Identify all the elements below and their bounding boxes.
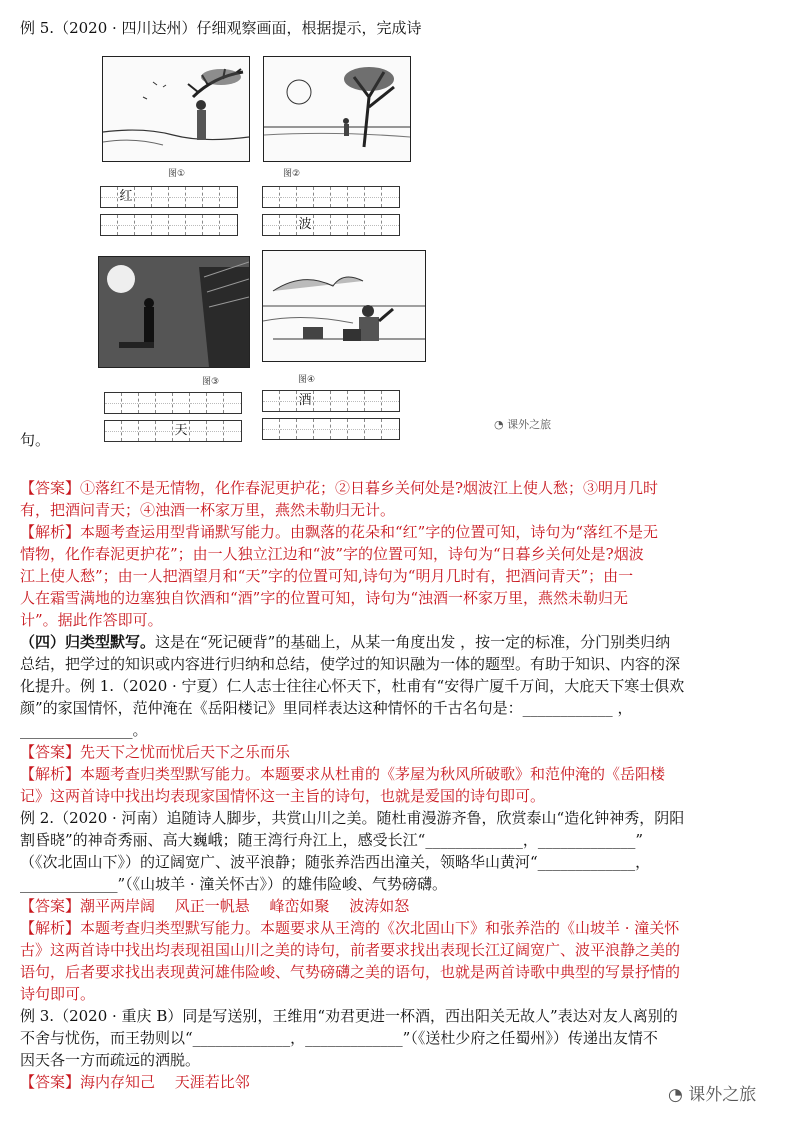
line-text: （《次北固山下》）的辽阔宽广、波平浪静；随张养浩西出潼关，领略华山黄河“_____________， bbox=[20, 853, 651, 871]
line-text: 【解析】本题考查归类型默写能力。本题要求从王湾的《次北固山下》和张养浩的《山坡羊 · 潼关怀 bbox=[20, 919, 680, 937]
line-text: 这是在“死记硬背”的基础上，从某一角度出发 ，按一定的标准，分门别类归纳 bbox=[155, 633, 671, 651]
text-line bbox=[20, 1028, 776, 1048]
text-line bbox=[20, 588, 776, 608]
figure-4-caption: 图④ bbox=[298, 375, 316, 385]
figure-2-caption: 图② bbox=[283, 169, 301, 179]
line-text: 【答案】海内存知己 天涯若比邻 bbox=[20, 1073, 250, 1091]
hint-char-sky: 天 bbox=[173, 421, 190, 441]
figure-1-caption: 图① bbox=[168, 169, 186, 179]
line-text: 语句，后者要求找出表现黄河雄伟险峻、气势磅礴之美的语句，也就是两首诗歌中典型的写景抒情的 bbox=[20, 963, 681, 981]
hint-grid-1a bbox=[100, 186, 238, 208]
text-line bbox=[20, 566, 776, 586]
line-text: 【解析】本题考查归类型默写能力。本题要求从杜甫的《茅屋为秋风所破歌》和范仲淹的《岳阳楼 bbox=[20, 765, 666, 783]
text-line bbox=[20, 676, 776, 696]
line-text: 【答案】潮平两岸阔 风正一帆悬 峰峦如聚 波涛如怒 bbox=[20, 897, 410, 915]
wechat-icon: ◔ bbox=[668, 1085, 683, 1105]
text-line bbox=[20, 1050, 776, 1070]
line-text: 总结，把学过的知识或内容进行归纳和总结，使学过的知识融为一体的题型。有助于知识、内容的深 bbox=[20, 655, 681, 673]
figure-2-image bbox=[263, 56, 411, 162]
watermark-bottom: ◔ 课外之旅 bbox=[668, 1085, 757, 1105]
line-text: 古》这两首诗中找出均表现祖国山川之美的诗句，前者要求找出表现长江辽阔宽广、波平浪静之美的 bbox=[20, 941, 681, 959]
line-text: 计”。据此作答即可。 bbox=[20, 611, 163, 629]
text-line bbox=[20, 896, 776, 916]
line-text: 因天各一方而疏远的洒脱。 bbox=[20, 1051, 201, 1069]
line-text: 【解析】本题考查运用型背诵默写能力。由飘落的花朵和“红”字的位置可知，诗句为“落红不是无 bbox=[20, 523, 659, 541]
text-line bbox=[20, 610, 776, 630]
hint-grid-2a bbox=[262, 186, 400, 208]
line-text: 诗句即可。 bbox=[20, 985, 96, 1003]
text-line bbox=[20, 1006, 776, 1026]
line-text: 颜”的家国情怀，范仲淹在《岳阳楼记》里同样表达这种情怀的千古名句是：____________ ， bbox=[20, 699, 633, 717]
text-line bbox=[20, 544, 776, 564]
text-line bbox=[20, 478, 776, 498]
line-text: _____________”（《山坡羊 · 潼关怀古》）的雄伟险峻、气势磅礴。 bbox=[20, 875, 447, 893]
text-line bbox=[20, 742, 776, 762]
text-line bbox=[20, 874, 776, 894]
watermark-mid: ◔ 课外之旅 bbox=[494, 418, 552, 431]
line-text: _______________。 bbox=[20, 721, 148, 739]
hint-char-red: 红 bbox=[118, 187, 135, 207]
section-heading: （四）归类型默写。 bbox=[20, 633, 156, 651]
figure-1-image bbox=[102, 56, 250, 162]
text-line bbox=[20, 1072, 776, 1092]
line-text: 【答案】①落红不是无情物，化作春泥更护花；②日暮乡关何处是?烟波江上使人愁；③明月几时 bbox=[20, 479, 659, 497]
text-line bbox=[20, 940, 776, 960]
text-line bbox=[20, 522, 776, 542]
line-text: 【答案】先天下之忧而忧后天下之乐而乐 bbox=[20, 743, 291, 761]
line-text: 江上使人愁”；由一人把酒望月和“天”字的位置可知,诗句为“明月几时有，把酒问青天”；由一 bbox=[20, 567, 634, 585]
line-text: 人在霜雪满地的边塞独自饮酒和“酒”字的位置可知，诗句为“浊酒一杯家万里，燕然未勒归无 bbox=[20, 589, 629, 607]
line-text: 例 2.（2020 · 河南）追随诗人脚步，共赏山川之美。随杜甫漫游齐鲁，欣赏泰山“造化钟神秀，阴阳 bbox=[20, 809, 685, 827]
text-line bbox=[20, 720, 776, 740]
text-line bbox=[20, 918, 776, 938]
text-line bbox=[20, 632, 776, 652]
line-text: 例 3.（2020 · 重庆 B）同是写送别，王维用“劝君更进一杯酒，西出阳关无故人”表达对友人离别的 bbox=[20, 1007, 678, 1025]
line-text: 化提升。例 1.（2020 · 宁夏）仁人志士往往心怀天下，杜甫有“安得广厦千万间，大庇天下寒士俱欢 bbox=[20, 677, 685, 695]
hint-grid-3a bbox=[104, 392, 242, 414]
hint-grid-4a bbox=[262, 390, 400, 412]
text-line bbox=[20, 500, 776, 520]
line-text: 记》这两首诗中找出均表现家国情怀这一主旨的诗句，也就是爱国的诗句即可。 bbox=[20, 787, 546, 805]
text-line bbox=[20, 852, 776, 872]
text-line bbox=[20, 962, 776, 982]
text-line bbox=[20, 764, 776, 784]
figure-3-caption: 图③ bbox=[202, 377, 220, 387]
line-text: 情物，化作春泥更护花”；由一人独立江边和“波”字的位置可知，诗句为“日暮乡关何处是?烟波 bbox=[20, 545, 644, 563]
text-line bbox=[20, 698, 776, 718]
text-line bbox=[20, 654, 776, 674]
text-line bbox=[20, 830, 776, 850]
hint-grid-2b bbox=[262, 214, 400, 236]
hint-char-wine: 酒 bbox=[297, 391, 314, 411]
line-text: 不舍与忧伤，而王勃则以“_____________，_____________”（《送杜少府之任蜀州》）传递出友情不 bbox=[20, 1029, 658, 1047]
text-line bbox=[20, 808, 776, 828]
figure-4-image bbox=[262, 250, 426, 362]
hint-grid-1b bbox=[100, 214, 238, 236]
text-line bbox=[20, 984, 776, 1004]
wechat-icon: ◔ bbox=[494, 418, 504, 431]
figure-3-image bbox=[98, 256, 250, 368]
line-text: 割昏晓”的神奇秀丽、高大巍峨；随王湾行舟江上，感受长江“_____________，_____________” bbox=[20, 831, 644, 849]
continuation-text: 句。 bbox=[20, 431, 51, 449]
hint-char-wave: 波 bbox=[297, 215, 314, 235]
text-line bbox=[20, 786, 776, 806]
example-5-label: 例 5.（2020 · 四川达州）仔细观察画面，根据提示，完成诗 bbox=[20, 19, 422, 37]
line-text: 有，把酒问青天；④浊酒一杯家万里，燕然未勒归无计。 bbox=[20, 501, 396, 519]
